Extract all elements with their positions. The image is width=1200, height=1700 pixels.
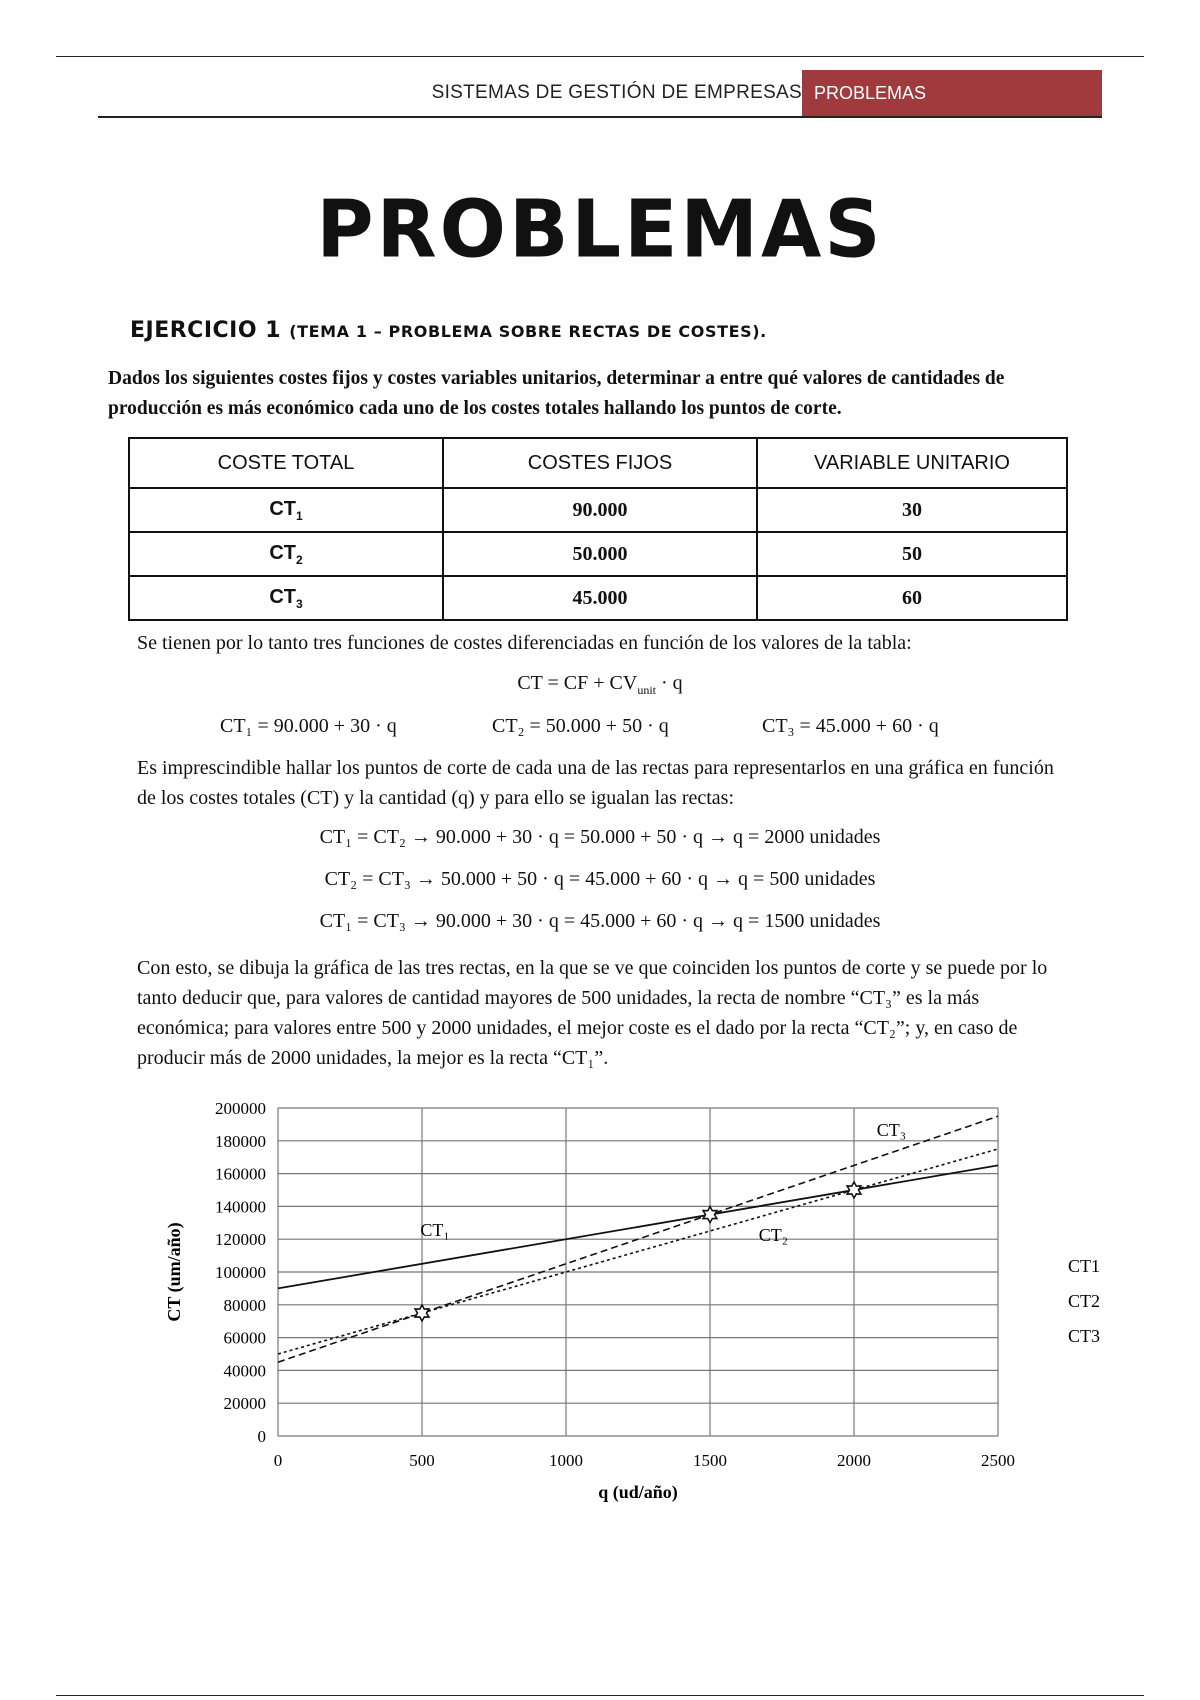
legend-entry: CT1 <box>1068 1256 1101 1276</box>
paragraph-conclusion: Con esto, se dibuja la gráfica de las tres rectas, en la que se ve que coinciden los puntos de corte y se puede por lo tanto deducir que, para valores de cantidad mayores de 500 unidades, la recta de nombre “CT₃” es la más económica; para valores entre 500 y 2000 unidades, el mejor coste es el dado por la recta “CT₂”; y, en caso de producir más de 2000 unidades, la mejor es la recta “CT₁”. <box>137 957 1048 1069</box>
x-axis-title: q (ud/año) <box>598 1482 678 1502</box>
y-tick-label: 40000 <box>223 1361 266 1381</box>
page-title: PROBLEMAS <box>316 184 884 276</box>
y-tick-label: 80000 <box>223 1295 266 1315</box>
y-tick-label: 0 <box>257 1427 266 1446</box>
table-cell: $CT_3$ <box>129 576 443 620</box>
header-title: SISTEMAS DE GESTIÓN DE EMPRESAS <box>431 82 802 103</box>
table-cell: 45.000 <box>443 576 757 620</box>
cut-equation-2: CT₂ = CT₃ → 50.000 + 50 · q = 45.000 + 60 · q → q = 500 unidades <box>324 868 876 890</box>
ct1-equation: CT₁ = 90.000 + 30 · q <box>220 715 397 737</box>
table-header-row <box>129 438 1067 488</box>
col-header: VARIABLE UNITARIO <box>757 438 1067 488</box>
y-tick-label: 140000 <box>215 1197 266 1217</box>
y-tick-label: 200000 <box>215 1099 266 1118</box>
series-label: CT₃ <box>876 1119 907 1140</box>
table-row <box>129 576 1067 620</box>
exercise-subtitle: (TEMA 1 – PROBLEMA SOBRE RECTAS DE COSTES). <box>289 322 767 341</box>
col-header: COSTE TOTAL <box>129 438 443 488</box>
paragraph-functions: Se tienen por lo tanto tres funciones de costes diferenciadas en función de los valores de la tabla: <box>137 632 912 654</box>
y-tick-label: 160000 <box>215 1164 266 1184</box>
chart-ticks <box>215 1099 1015 1470</box>
col-header: COSTES FIJOS <box>443 438 757 488</box>
cut-equation-3: CT₁ = CT₃ → 90.000 + 30 · q = 45.000 + 60 · q → q = 1500 unidades <box>319 910 881 932</box>
x-tick-label: 2500 <box>981 1451 1015 1470</box>
y-tick-label: 100000 <box>215 1263 266 1282</box>
table-cell: 60 <box>757 576 1067 620</box>
x-tick-label: 1000 <box>549 1451 583 1470</box>
top-rule <box>56 56 1144 57</box>
table-cell: 50.000 <box>443 532 757 576</box>
table-row <box>129 488 1067 532</box>
intersection-marker <box>703 1207 717 1223</box>
x-tick-label: 1500 <box>693 1451 727 1470</box>
y-tick-label: 180000 <box>215 1131 266 1151</box>
x-tick-label: 2000 <box>837 1451 871 1470</box>
ct3-equation: CT₃ = 45.000 + 60 · q <box>762 715 939 737</box>
table-cell: $CT_2$ <box>129 532 443 576</box>
ct2-equation: CT₂ = 50.000 + 50 · q <box>492 715 669 737</box>
header-tag: PROBLEMAS <box>802 70 1102 116</box>
chart-grid <box>278 1108 998 1436</box>
table-cell: $CT_1$ <box>129 488 443 532</box>
y-tick-label: 60000 <box>223 1328 266 1348</box>
y-tick-label: 20000 <box>223 1394 266 1414</box>
intersection-marker <box>415 1305 429 1321</box>
x-tick-label: 500 <box>409 1451 435 1470</box>
exercise-title: EJERCICIO 1 <box>130 318 282 343</box>
costs-table <box>128 437 1068 621</box>
y-axis-title: CT (um/año) <box>164 1222 184 1322</box>
x-tick-label: 0 <box>273 1451 283 1470</box>
paragraph-cut-points: Es imprescindible hallar los puntos de corte de cada una de las rectas para representarlos en una gráfica en función de los costes totales (CT) y la cantidad (q) y para ello se igualan las rectas: <box>137 757 1054 809</box>
table-cell: 50 <box>757 532 1067 576</box>
page-header <box>98 70 1102 118</box>
series-line-ct2 <box>278 1149 998 1354</box>
table-cell: 30 <box>757 488 1067 532</box>
intersection-marker <box>847 1182 861 1198</box>
series-line-ct1 <box>278 1165 998 1288</box>
y-tick-label: 120000 <box>215 1230 266 1250</box>
series-label: CT₁ <box>420 1219 450 1240</box>
table-cell: 90.000 <box>443 488 757 532</box>
legend-entry: CT2 <box>1068 1291 1101 1311</box>
table-row <box>129 532 1067 576</box>
series-label: CT₂ <box>758 1224 789 1245</box>
chart-labels <box>164 1120 1100 1503</box>
exercise-heading <box>130 318 767 343</box>
cut-equation-1: CT₁ = CT₂ → 90.000 + 30 · q = 50.000 + 50 · q → q = 2000 unidades <box>319 826 881 848</box>
exercise-statement: Dados los siguientes costes fijos y costes variables unitarios, determinar a entre qué valores de cantidades de producción es más económico cada uno de los costes totales hallando los puntos de corte. <box>108 368 1005 419</box>
bottom-rule <box>56 1695 1144 1696</box>
general-formula: CT = CF + $CV_{unit} \cdot q$ <box>517 672 683 697</box>
cost-chart <box>150 1090 1110 1520</box>
legend-entry: CT3 <box>1068 1326 1101 1346</box>
